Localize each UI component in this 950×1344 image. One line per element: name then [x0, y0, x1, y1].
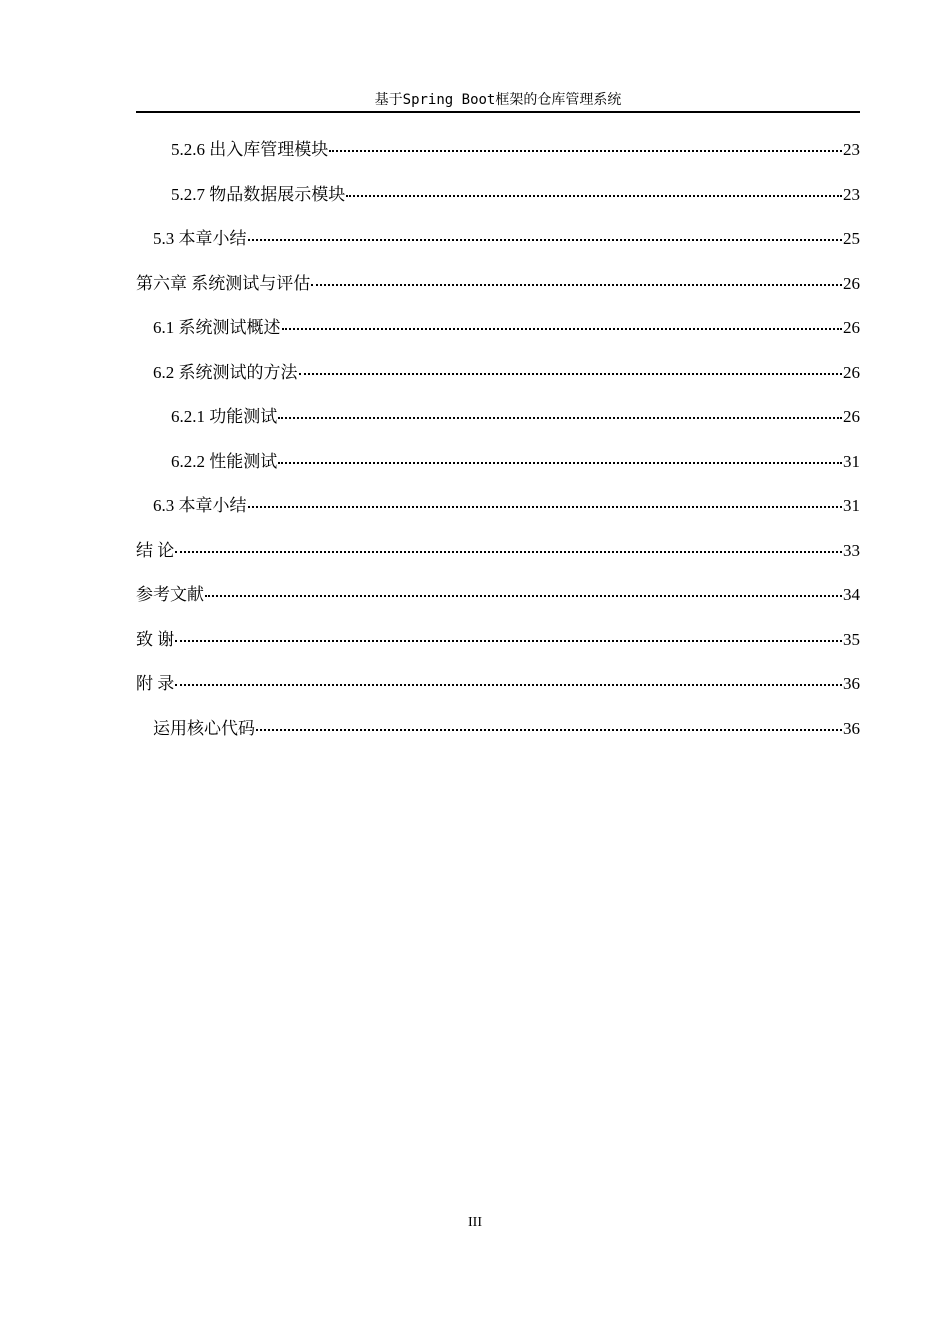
running-header: 基于Spring Boot框架的仓库管理系统 — [136, 90, 860, 113]
dot-leader — [175, 638, 842, 642]
toc-entry-page: 33 — [843, 540, 860, 560]
toc-entry-title: 运用核心代码 — [153, 718, 255, 738]
toc-entry[interactable] — [136, 449, 860, 494]
toc-entry-title: 5.2.6 出入库管理模块 — [171, 140, 329, 159]
toc-entry-title: 6.2.2 性能测试 — [171, 451, 278, 471]
toc-entry-page: 25 — [843, 229, 860, 248]
toc-entry-page: 23 — [843, 140, 860, 159]
toc-entry-title: 参考文献 — [136, 585, 204, 604]
dot-leader — [175, 682, 842, 686]
toc-entry[interactable] — [136, 360, 860, 405]
toc-entry-page: 36 — [843, 718, 860, 738]
toc-entry-page: 23 — [843, 184, 860, 204]
toc-entry[interactable] — [136, 404, 860, 449]
toc-entry-page: 35 — [843, 629, 860, 649]
toc-entry-title: 6.1 系统测试概述 — [153, 318, 281, 337]
toc-entry[interactable] — [136, 137, 860, 182]
toc-entry[interactable] — [136, 716, 860, 761]
toc-entry[interactable] — [136, 582, 860, 627]
toc-entry-page: 31 — [843, 496, 860, 515]
page-number: III — [468, 1215, 482, 1230]
dot-leader — [175, 549, 842, 553]
dot-leader — [278, 415, 842, 419]
toc-entry-title: 6.3 本章小结 — [153, 496, 247, 515]
toc-entry-title: 第六章 系统测试与评估 — [136, 273, 311, 293]
toc-entry[interactable] — [136, 538, 860, 583]
dot-leader — [256, 727, 842, 731]
toc-entry-title: 5.2.7 物品数据展示模块 — [171, 184, 346, 204]
toc-entry-page: 31 — [843, 451, 860, 471]
toc-entry-page: 26 — [843, 273, 860, 293]
toc-entry[interactable] — [136, 627, 860, 672]
toc-entry-page: 26 — [843, 362, 860, 382]
toc-entry[interactable] — [136, 493, 860, 538]
toc-entry[interactable] — [136, 671, 860, 716]
toc-entry-title: 5.3 本章小结 — [153, 229, 247, 248]
dot-leader — [311, 282, 842, 286]
dot-leader — [282, 326, 843, 330]
dot-leader — [346, 193, 842, 197]
dot-leader — [248, 504, 843, 508]
toc-entry-title: 附 录 — [136, 674, 175, 693]
toc-entry[interactable] — [136, 315, 860, 360]
dot-leader — [248, 237, 843, 241]
toc-entry-title: 致 谢 — [136, 629, 175, 649]
toc-entry-page: 34 — [843, 585, 860, 604]
toc-entry-page: 36 — [843, 674, 860, 693]
toc-entry-title: 6.2.1 功能测试 — [171, 407, 278, 426]
dot-leader — [205, 593, 842, 597]
dot-leader — [329, 148, 842, 152]
dot-leader — [299, 371, 843, 375]
toc-entry-title: 结 论 — [136, 540, 175, 560]
toc-entry[interactable] — [136, 226, 860, 271]
toc-entry-page: 26 — [843, 318, 860, 337]
dot-leader — [278, 460, 842, 464]
table-of-contents — [136, 137, 860, 760]
toc-entry[interactable] — [136, 182, 860, 227]
toc-entry-page: 26 — [843, 407, 860, 426]
toc-entry[interactable] — [136, 271, 860, 316]
toc-entry-title: 6.2 系统测试的方法 — [153, 362, 298, 382]
